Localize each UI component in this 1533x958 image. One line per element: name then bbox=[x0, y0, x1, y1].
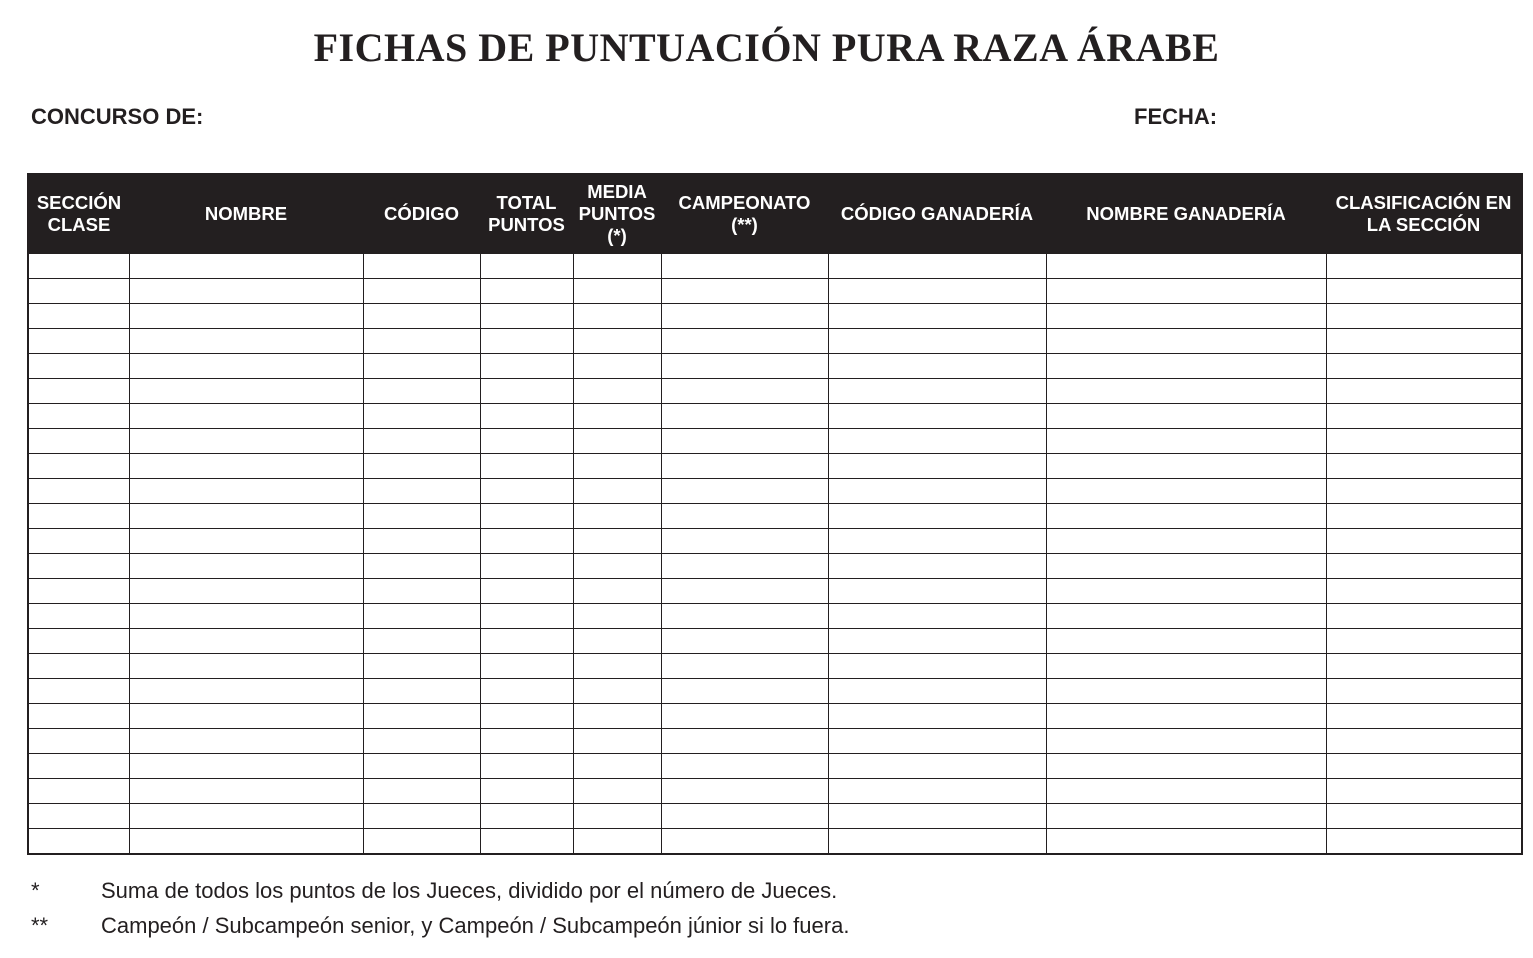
table-cell bbox=[28, 804, 129, 829]
table-cell bbox=[573, 704, 661, 729]
table-cell bbox=[1326, 679, 1522, 704]
table-cell bbox=[363, 329, 480, 354]
table-row bbox=[28, 779, 1522, 804]
page-title: FICHAS DE PUNTUACIÓN PURA RAZA ÁRABE bbox=[313, 25, 1220, 70]
table-cell bbox=[28, 379, 129, 404]
table-row bbox=[28, 754, 1522, 779]
col-header-clasificacion: CLASIFICACIÓN EN LA SECCIÓN bbox=[1326, 174, 1522, 254]
table-cell bbox=[480, 579, 573, 604]
table-cell bbox=[363, 529, 480, 554]
table-cell bbox=[28, 454, 129, 479]
table-cell bbox=[661, 354, 828, 379]
table-cell bbox=[129, 454, 363, 479]
table-cell bbox=[828, 704, 1046, 729]
table-cell bbox=[1326, 429, 1522, 454]
table-cell bbox=[28, 529, 129, 554]
table-cell bbox=[28, 304, 129, 329]
table-cell bbox=[661, 729, 828, 754]
table-cell bbox=[28, 604, 129, 629]
table-cell bbox=[1046, 504, 1326, 529]
table-row bbox=[28, 804, 1522, 829]
table-cell bbox=[1326, 604, 1522, 629]
table-cell bbox=[1046, 304, 1326, 329]
table-cell bbox=[1046, 554, 1326, 579]
table-cell bbox=[129, 429, 363, 454]
table-cell bbox=[480, 254, 573, 279]
table-cell bbox=[363, 254, 480, 279]
table-cell bbox=[1326, 329, 1522, 354]
table-row bbox=[28, 529, 1522, 554]
table-cell bbox=[828, 729, 1046, 754]
table-cell bbox=[480, 679, 573, 704]
table-cell bbox=[828, 404, 1046, 429]
table-cell bbox=[1046, 254, 1326, 279]
table-row bbox=[28, 829, 1522, 855]
table-cell bbox=[129, 654, 363, 679]
table-cell bbox=[363, 704, 480, 729]
table-cell bbox=[661, 779, 828, 804]
table-cell bbox=[363, 679, 480, 704]
footnote-text: Campeón / Subcampeón senior, y Campeón / Subcampeón júnior si lo fuera. bbox=[101, 913, 850, 938]
table-cell bbox=[828, 529, 1046, 554]
table-cell bbox=[1326, 829, 1522, 855]
table-cell bbox=[480, 379, 573, 404]
table-cell bbox=[573, 329, 661, 354]
footnote-mark: * bbox=[31, 878, 40, 903]
table-cell bbox=[480, 429, 573, 454]
table-cell bbox=[573, 629, 661, 654]
table-cell bbox=[129, 279, 363, 304]
table-cell bbox=[129, 479, 363, 504]
footnote-1 bbox=[31, 878, 837, 904]
table-cell bbox=[28, 654, 129, 679]
col-header-seccion-clase: SECCIÓN CLASE bbox=[28, 174, 129, 254]
table-cell bbox=[1326, 704, 1522, 729]
table-cell bbox=[1046, 804, 1326, 829]
table-cell bbox=[363, 829, 480, 855]
table-cell bbox=[828, 804, 1046, 829]
table-cell bbox=[129, 779, 363, 804]
table-cell bbox=[363, 354, 480, 379]
table-cell bbox=[363, 729, 480, 754]
table-cell bbox=[129, 354, 363, 379]
table-cell bbox=[1046, 754, 1326, 779]
table-cell bbox=[1046, 604, 1326, 629]
table-cell bbox=[480, 504, 573, 529]
table-cell bbox=[1046, 354, 1326, 379]
table-cell bbox=[573, 504, 661, 529]
col-header-media-puntos: MEDIA PUNTOS (*) bbox=[573, 174, 661, 254]
table-cell bbox=[1326, 804, 1522, 829]
table-cell bbox=[661, 629, 828, 654]
table-cell bbox=[573, 279, 661, 304]
table-row bbox=[28, 254, 1522, 279]
table-row bbox=[28, 704, 1522, 729]
table-cell bbox=[480, 704, 573, 729]
col-header-nombre-ganaderia: NOMBRE GANADERÍA bbox=[1046, 174, 1326, 254]
table-cell bbox=[661, 429, 828, 454]
table-cell bbox=[573, 254, 661, 279]
table-cell bbox=[480, 729, 573, 754]
table-cell bbox=[363, 804, 480, 829]
table-cell bbox=[661, 329, 828, 354]
score-table bbox=[27, 173, 1523, 855]
table-cell bbox=[129, 554, 363, 579]
table-cell bbox=[363, 554, 480, 579]
table-cell bbox=[129, 404, 363, 429]
table-cell bbox=[129, 754, 363, 779]
table-cell bbox=[28, 479, 129, 504]
table-cell bbox=[28, 504, 129, 529]
table-cell bbox=[363, 479, 480, 504]
table-cell bbox=[1326, 254, 1522, 279]
table-cell bbox=[661, 554, 828, 579]
table-cell bbox=[573, 729, 661, 754]
table-cell bbox=[661, 829, 828, 855]
table-cell bbox=[28, 579, 129, 604]
col-header-nombre: NOMBRE bbox=[129, 174, 363, 254]
table-cell bbox=[28, 629, 129, 654]
table-cell bbox=[828, 829, 1046, 855]
table-cell bbox=[661, 754, 828, 779]
table-cell bbox=[573, 479, 661, 504]
table-cell bbox=[573, 579, 661, 604]
table-row bbox=[28, 604, 1522, 629]
table-cell bbox=[828, 654, 1046, 679]
table-cell bbox=[573, 529, 661, 554]
table-cell bbox=[480, 454, 573, 479]
table-cell bbox=[129, 379, 363, 404]
table-cell bbox=[28, 329, 129, 354]
footnote-text: Suma de todos los puntos de los Jueces, dividido por el número de Jueces. bbox=[101, 878, 838, 903]
table-cell bbox=[1326, 279, 1522, 304]
table-cell bbox=[828, 579, 1046, 604]
table-cell bbox=[828, 254, 1046, 279]
table-cell bbox=[573, 604, 661, 629]
table-cell bbox=[1326, 354, 1522, 379]
table-cell bbox=[573, 829, 661, 855]
table-body bbox=[28, 254, 1522, 855]
table-cell bbox=[573, 304, 661, 329]
table-row bbox=[28, 679, 1522, 704]
table-cell bbox=[129, 304, 363, 329]
table-row bbox=[28, 729, 1522, 754]
table-cell bbox=[573, 379, 661, 404]
table-cell bbox=[1326, 504, 1522, 529]
table-cell bbox=[28, 779, 129, 804]
table-cell bbox=[363, 454, 480, 479]
table-cell bbox=[363, 279, 480, 304]
table-cell bbox=[28, 829, 129, 855]
table-cell bbox=[573, 804, 661, 829]
table-cell bbox=[828, 454, 1046, 479]
table-cell bbox=[28, 704, 129, 729]
concurso-label: CONCURSO DE: bbox=[31, 104, 204, 129]
table-cell bbox=[129, 579, 363, 604]
table-cell bbox=[363, 379, 480, 404]
table-cell bbox=[661, 529, 828, 554]
table-row bbox=[28, 304, 1522, 329]
table-cell bbox=[661, 479, 828, 504]
fecha-label: FECHA: bbox=[1134, 104, 1218, 129]
table-cell bbox=[828, 504, 1046, 529]
table-cell bbox=[828, 629, 1046, 654]
table-row bbox=[28, 429, 1522, 454]
table-cell bbox=[573, 429, 661, 454]
table-cell bbox=[28, 729, 129, 754]
table-cell bbox=[28, 404, 129, 429]
table-cell bbox=[1326, 654, 1522, 679]
table-cell bbox=[1326, 454, 1522, 479]
table-row bbox=[28, 654, 1522, 679]
table-cell bbox=[480, 304, 573, 329]
table-cell bbox=[129, 254, 363, 279]
table-cell bbox=[480, 554, 573, 579]
table-cell bbox=[129, 804, 363, 829]
table-cell bbox=[828, 429, 1046, 454]
table-row bbox=[28, 629, 1522, 654]
table-cell bbox=[363, 754, 480, 779]
table-cell bbox=[661, 304, 828, 329]
table-cell bbox=[828, 604, 1046, 629]
table-cell bbox=[363, 404, 480, 429]
table-cell bbox=[363, 504, 480, 529]
table-cell bbox=[129, 704, 363, 729]
table-cell bbox=[828, 479, 1046, 504]
table-cell bbox=[480, 479, 573, 504]
table-cell bbox=[1326, 729, 1522, 754]
table-cell bbox=[573, 654, 661, 679]
table-cell bbox=[480, 804, 573, 829]
table-cell bbox=[828, 304, 1046, 329]
table-cell bbox=[661, 279, 828, 304]
table-cell bbox=[1046, 379, 1326, 404]
table-cell bbox=[480, 829, 573, 855]
footnote-mark: ** bbox=[31, 913, 49, 938]
table-cell bbox=[1326, 579, 1522, 604]
table-cell bbox=[1326, 479, 1522, 504]
table-cell bbox=[363, 779, 480, 804]
table-cell bbox=[363, 654, 480, 679]
table-cell bbox=[661, 579, 828, 604]
table-cell bbox=[573, 754, 661, 779]
table-cell bbox=[28, 254, 129, 279]
table-cell bbox=[828, 779, 1046, 804]
table-cell bbox=[28, 679, 129, 704]
col-header-codigo-ganaderia: CÓDIGO GANADERÍA bbox=[828, 174, 1046, 254]
table-cell bbox=[363, 579, 480, 604]
table-cell bbox=[1326, 754, 1522, 779]
table-row bbox=[28, 454, 1522, 479]
table-cell bbox=[28, 429, 129, 454]
table-cell bbox=[363, 629, 480, 654]
table-cell bbox=[1046, 729, 1326, 754]
table-cell bbox=[661, 679, 828, 704]
table-cell bbox=[661, 804, 828, 829]
table-cell bbox=[480, 754, 573, 779]
table-cell bbox=[28, 354, 129, 379]
table-cell bbox=[661, 704, 828, 729]
table-cell bbox=[1326, 404, 1522, 429]
table-cell bbox=[129, 829, 363, 855]
table-cell bbox=[480, 404, 573, 429]
table-cell bbox=[828, 379, 1046, 404]
table-cell bbox=[363, 604, 480, 629]
table-row bbox=[28, 354, 1522, 379]
table-row bbox=[28, 554, 1522, 579]
table-cell bbox=[1326, 529, 1522, 554]
table-cell bbox=[828, 329, 1046, 354]
table-row bbox=[28, 329, 1522, 354]
table-cell bbox=[1046, 829, 1326, 855]
table-cell bbox=[1046, 329, 1326, 354]
table-cell bbox=[129, 604, 363, 629]
table-cell bbox=[828, 679, 1046, 704]
table-cell bbox=[480, 329, 573, 354]
table-cell bbox=[1326, 629, 1522, 654]
table-cell bbox=[573, 354, 661, 379]
table-row bbox=[28, 479, 1522, 504]
table-cell bbox=[129, 729, 363, 754]
table-cell bbox=[480, 279, 573, 304]
table-cell bbox=[573, 404, 661, 429]
table-cell bbox=[129, 329, 363, 354]
table-cell bbox=[661, 454, 828, 479]
table-row bbox=[28, 279, 1522, 304]
table-cell bbox=[129, 504, 363, 529]
table-cell bbox=[661, 654, 828, 679]
col-header-codigo: CÓDIGO bbox=[363, 174, 480, 254]
table-cell bbox=[1046, 404, 1326, 429]
table-cell bbox=[1046, 654, 1326, 679]
table-cell bbox=[1046, 454, 1326, 479]
table-cell bbox=[28, 279, 129, 304]
table-cell bbox=[1046, 479, 1326, 504]
table-cell bbox=[1046, 279, 1326, 304]
table-cell bbox=[1046, 779, 1326, 804]
table-cell bbox=[1046, 679, 1326, 704]
table-cell bbox=[480, 654, 573, 679]
table-cell bbox=[661, 504, 828, 529]
table-cell bbox=[129, 629, 363, 654]
table-cell bbox=[363, 304, 480, 329]
table-cell bbox=[661, 604, 828, 629]
col-header-campeonato: CAMPEONATO (**) bbox=[661, 174, 828, 254]
table-cell bbox=[480, 779, 573, 804]
table-cell bbox=[828, 354, 1046, 379]
table-cell bbox=[1046, 529, 1326, 554]
table-row bbox=[28, 379, 1522, 404]
table-cell bbox=[1046, 629, 1326, 654]
table-row bbox=[28, 504, 1522, 529]
table-cell bbox=[480, 529, 573, 554]
table-cell bbox=[1046, 704, 1326, 729]
table-cell bbox=[480, 629, 573, 654]
table-row bbox=[28, 404, 1522, 429]
table-header-row bbox=[28, 174, 1522, 254]
table-cell bbox=[661, 404, 828, 429]
table-cell bbox=[828, 554, 1046, 579]
table-cell bbox=[1326, 779, 1522, 804]
table-cell bbox=[573, 454, 661, 479]
table-cell bbox=[573, 779, 661, 804]
col-header-total-puntos: TOTAL PUNTOS bbox=[480, 174, 573, 254]
table-cell bbox=[363, 429, 480, 454]
footnote-2 bbox=[31, 913, 849, 939]
table-row bbox=[28, 579, 1522, 604]
table-cell bbox=[28, 754, 129, 779]
table-cell bbox=[129, 679, 363, 704]
table-cell bbox=[28, 554, 129, 579]
table-cell bbox=[480, 354, 573, 379]
table-cell bbox=[828, 754, 1046, 779]
table-cell bbox=[1046, 579, 1326, 604]
table-cell bbox=[1326, 554, 1522, 579]
table-cell bbox=[573, 679, 661, 704]
table-cell bbox=[1046, 429, 1326, 454]
table-cell bbox=[129, 529, 363, 554]
table-cell bbox=[661, 379, 828, 404]
table-cell bbox=[573, 554, 661, 579]
table-cell bbox=[1326, 304, 1522, 329]
table-cell bbox=[661, 254, 828, 279]
table-cell bbox=[828, 279, 1046, 304]
table-cell bbox=[1326, 379, 1522, 404]
table-cell bbox=[480, 604, 573, 629]
